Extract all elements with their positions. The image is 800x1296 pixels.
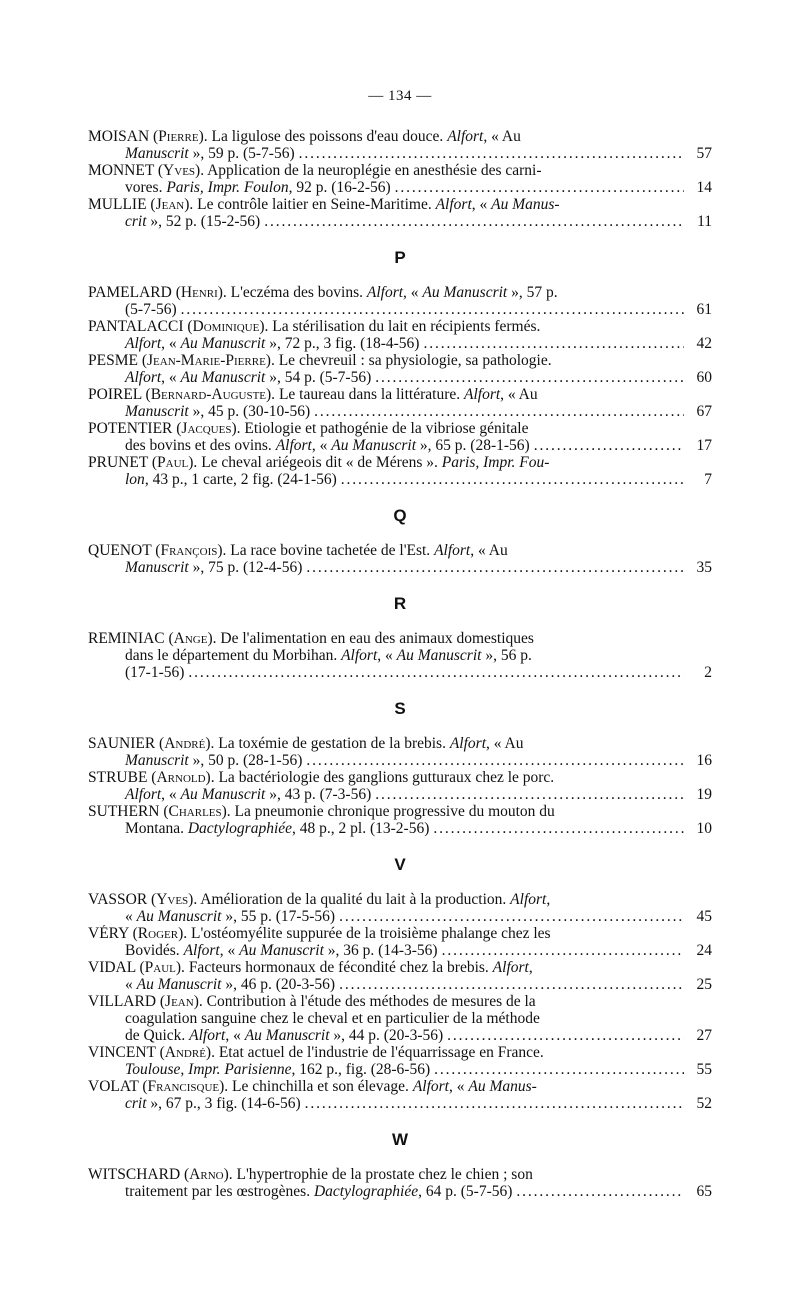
entry-line <box>88 664 712 681</box>
entry-text: Le chinchilla et son élevage. Alfort, « Au Manus- <box>232 1078 537 1095</box>
dot-leader <box>395 179 684 196</box>
entry-author: MONNET (Yves). <box>88 162 205 179</box>
dot-leader <box>375 369 684 386</box>
entry-page-ref: 17 <box>696 437 712 454</box>
entry-author: QUENOT (François). <box>88 542 227 559</box>
entry-line <box>88 437 712 454</box>
bibliography-entry <box>88 352 712 386</box>
entry-text: Amélioration de la qualité du lait à la production. Alfort, <box>200 891 551 908</box>
entry-page-ref: 65 <box>696 1183 712 1200</box>
entry-line <box>88 179 712 196</box>
entry-text: Alfort, « Au Manuscrit », 43 p. (7-3-56) <box>125 786 372 803</box>
page-number: — 134 — <box>368 88 432 104</box>
dot-leader <box>181 301 684 318</box>
entry-text: traitement par les œstrogènes. Dactylographiée, 64 p. (5-7-56) <box>125 1183 513 1200</box>
entry-text: Manuscrit », 50 p. (28-1-56) <box>125 752 303 769</box>
bibliography-list <box>88 128 712 1200</box>
entry-line <box>88 908 712 925</box>
entry-author: PESME (Jean-Marie-Pierre). <box>88 352 275 369</box>
entry-line <box>88 959 712 976</box>
entry-page-ref: 57 <box>696 145 712 162</box>
bibliography-entry <box>88 454 712 488</box>
entry-text: La toxémie de gestation de la brebis. Alfort, « Au <box>218 735 524 752</box>
entry-text: Etat actuel de l'industrie de l'équarrissage en France. <box>218 1044 544 1061</box>
bibliography-entry <box>88 735 712 769</box>
entry-page-ref: 7 <box>704 471 712 488</box>
entry-page-ref: 25 <box>696 976 712 993</box>
bibliography-entry <box>88 891 712 925</box>
entry-text: Montana. Dactylographiée, 48 p., 2 pl. (13-2-56) <box>125 820 430 837</box>
entry-line <box>88 993 712 1010</box>
dot-leader <box>339 976 684 993</box>
entry-line <box>88 471 712 488</box>
entry-page-ref: 55 <box>696 1061 712 1078</box>
section-letter: V <box>394 855 406 874</box>
bibliography-entry <box>88 542 712 576</box>
dot-leader <box>264 213 684 230</box>
entry-line <box>88 196 712 213</box>
entry-author: POIREL (Bernard-Auguste). <box>88 386 276 403</box>
entry-line <box>88 454 712 471</box>
dot-leader <box>442 942 684 959</box>
entry-author: REMINIAC (Ange). <box>88 630 217 647</box>
entry-line <box>88 803 712 820</box>
entry-author: PANTALACCI (Dominique). <box>88 318 269 335</box>
entry-line <box>88 1166 712 1183</box>
entry-text: Manuscrit », 75 p. (12-4-56) <box>125 559 303 576</box>
entry-line <box>88 128 712 145</box>
entry-text: Bovidés. Alfort, « Au Manuscrit », 36 p. (14-3-56) <box>125 942 438 959</box>
entry-line <box>88 1061 712 1078</box>
dot-leader <box>423 335 684 352</box>
entry-text: « Au Manuscrit », 55 p. (17-5-56) <box>125 908 336 925</box>
dot-leader <box>306 752 684 769</box>
entry-text: Alfort, « Au Manuscrit », 54 p. (5-7-56) <box>125 369 372 386</box>
bibliography-entry <box>88 993 712 1044</box>
bibliography-entry <box>88 1078 712 1112</box>
entry-page-ref: 35 <box>696 559 712 576</box>
entry-text: coagulation sanguine chez le cheval et en particulier de la méthode <box>125 1010 540 1027</box>
entry-author: MOISAN (Pierre). <box>88 128 208 145</box>
entry-author: VÉRY (Roger). <box>88 925 188 942</box>
entry-line <box>88 976 712 993</box>
dot-leader <box>433 820 684 837</box>
entry-line <box>88 1027 712 1044</box>
bibliography-entry <box>88 284 712 318</box>
entry-text: L'eczéma des bovins. Alfort, « Au Manuscrit », 57 p. <box>230 284 558 301</box>
entry-text: La race bovine tachetée de l'Est. Alfort, « Au <box>230 542 508 559</box>
section-letter: S <box>394 699 406 718</box>
entry-page-ref: 67 <box>696 403 712 420</box>
entry-text: vores. Paris, Impr. Foulon, 92 p. (16-2-56) <box>125 179 391 196</box>
section-letter: P <box>394 248 406 267</box>
entry-line <box>88 301 712 318</box>
bibliography-entry <box>88 769 712 803</box>
entry-line <box>88 630 712 647</box>
entry-text: Le contrôle laitier en Seine-Maritime. Alfort, « Au Manus- <box>197 196 560 213</box>
entry-author: WITSCHARD (Arno). <box>88 1166 233 1183</box>
entry-text: L'ostéomyélite suppurée de la troisième phalange chez les <box>191 925 551 942</box>
entry-text: De l'alimentation en eau des animaux domestiques <box>220 630 534 647</box>
entry-line <box>88 352 712 369</box>
entry-text: Manuscrit », 59 p. (5-7-56) <box>125 145 295 162</box>
entry-line <box>88 284 712 301</box>
entry-text: Etiologie et pathogénie de la vibriose génitale <box>244 420 529 437</box>
bibliography-entry <box>88 630 712 681</box>
bibliography-entry <box>88 420 712 454</box>
entry-line <box>88 1183 712 1200</box>
entry-page-ref: 16 <box>696 752 712 769</box>
entry-text: (17-1-56) <box>125 664 185 681</box>
entry-text: Alfort, « Au Manuscrit », 72 p., 3 fig. (18-4-56) <box>125 335 420 352</box>
dot-leader <box>339 908 684 925</box>
dot-leader <box>516 1183 684 1200</box>
entry-text: Le chevreuil : sa physiologie, sa pathologie. <box>278 352 552 369</box>
entry-line <box>88 386 712 403</box>
bibliography-entry <box>88 803 712 837</box>
bibliography-entry <box>88 925 712 959</box>
entry-line <box>88 925 712 942</box>
section-letter: W <box>391 1130 409 1149</box>
entry-text: Toulouse, Impr. Parisienne, 162 p., fig. (28-6-56) <box>125 1061 431 1078</box>
dot-leader <box>314 403 684 420</box>
entry-text: lon, 43 p., 1 carte, 2 fig. (24-1-56) <box>125 471 337 488</box>
entry-author: MULLIE (Jean). <box>88 196 194 213</box>
entry-line <box>88 213 712 230</box>
dot-leader <box>434 1061 684 1078</box>
entry-line <box>88 820 712 837</box>
entry-line <box>88 1078 712 1095</box>
bibliography-entry <box>88 1044 712 1078</box>
entry-line <box>88 1010 712 1027</box>
entry-page-ref: 45 <box>696 908 712 925</box>
entry-page-ref: 42 <box>696 335 712 352</box>
entry-line <box>88 735 712 752</box>
entry-text: des bovins et des ovins. Alfort, « Au Manuscrit », 65 p. (28-1-56) <box>125 437 530 454</box>
entry-page-ref: 11 <box>697 213 712 230</box>
dot-leader <box>534 437 684 454</box>
section-letter: Q <box>393 506 407 525</box>
entry-line <box>88 335 712 352</box>
entry-text: Facteurs hormonaux de fécondité chez la brebis. Alfort, <box>188 959 533 976</box>
entry-author: POTENTIER (Jacques). <box>88 420 241 437</box>
entry-author: VIDAL (Paul). <box>88 959 185 976</box>
entry-page-ref: 14 <box>696 179 712 196</box>
entry-text: « Au Manuscrit », 46 p. (20-3-56) <box>125 976 336 993</box>
entry-line <box>88 1095 712 1112</box>
entry-author: STRUBE (Arnold). <box>88 769 215 786</box>
entry-text: Manuscrit », 45 p. (30-10-56) <box>125 403 311 420</box>
entry-page-ref: 24 <box>696 942 712 959</box>
dot-leader <box>299 145 684 162</box>
entry-line <box>88 542 712 559</box>
entry-text: (5-7-56) <box>125 301 177 318</box>
entry-text: crit », 52 p. (15-2-56) <box>125 213 261 230</box>
entry-author: PRUNET (Paul). <box>88 454 198 471</box>
entry-text: La pneumonie chronique progressive du mouton du <box>234 803 555 820</box>
entry-page-ref: 61 <box>696 301 712 318</box>
dot-leader <box>305 1095 684 1112</box>
entry-text: crit », 67 p., 3 fig. (14-6-56) <box>125 1095 301 1112</box>
entry-text: Le cheval ariégeois dit « de Mérens ». Paris, Impr. Fou- <box>201 454 550 471</box>
entry-line <box>88 403 712 420</box>
entry-page-ref: 27 <box>696 1027 712 1044</box>
bibliography-entry <box>88 128 712 162</box>
entry-line <box>88 162 712 179</box>
entry-line <box>88 769 712 786</box>
entry-page-ref: 2 <box>704 664 712 681</box>
entry-text: La bactériologie des ganglions gutturaux chez le porc. <box>218 769 555 786</box>
bibliography-entry <box>88 959 712 993</box>
bibliography-entry <box>88 1166 712 1200</box>
entry-line <box>88 752 712 769</box>
entry-author: VASSOR (Yves). <box>88 891 198 908</box>
bibliography-entry <box>88 318 712 352</box>
entry-author: VILLARD (Jean). <box>88 993 203 1010</box>
entry-line <box>88 318 712 335</box>
entry-text: Application de la neuroplégie en anesthésie des carni- <box>207 162 542 179</box>
dot-leader <box>188 664 684 681</box>
entry-text: dans le département du Morbihan. Alfort, « Au Manuscrit », 56 p. <box>125 647 532 664</box>
entry-page-ref: 52 <box>696 1095 712 1112</box>
entry-line <box>88 559 712 576</box>
entry-author: VINCENT (André). <box>88 1044 215 1061</box>
entry-text: de Quick. Alfort, « Au Manuscrit », 44 p. (20-3-56) <box>125 1027 444 1044</box>
entry-text: Contribution à l'étude des méthodes de mesures de la <box>206 993 536 1010</box>
entry-text: La ligulose des poissons d'eau douce. Alfort, « Au <box>211 128 521 145</box>
dot-leader <box>341 471 684 488</box>
entry-line <box>88 942 712 959</box>
entry-text: Le taureau dans la littérature. Alfort, « Au <box>278 386 538 403</box>
section-letter: R <box>393 594 407 613</box>
entry-line <box>88 891 712 908</box>
entry-line <box>88 647 712 664</box>
entry-text: La stérilisation du lait en récipients fermés. <box>272 318 541 335</box>
entry-author: SUTHERN (Charles). <box>88 803 231 820</box>
entry-author: SAUNIER (André). <box>88 735 215 752</box>
dot-leader <box>447 1027 684 1044</box>
entry-line <box>88 420 712 437</box>
entry-line <box>88 786 712 803</box>
entry-text: L'hypertrophie de la prostate chez le chien ; son <box>236 1166 533 1183</box>
entry-author: VOLAT (Francisque). <box>88 1078 229 1095</box>
entry-author: PAMELARD (Henri). <box>88 284 227 301</box>
entry-line <box>88 1044 712 1061</box>
dot-leader <box>375 786 684 803</box>
entry-page-ref: 10 <box>696 820 712 837</box>
entry-page-ref: 19 <box>696 786 712 803</box>
entry-line <box>88 145 712 162</box>
entry-page-ref: 60 <box>696 369 712 386</box>
bibliography-entry <box>88 196 712 230</box>
dot-leader <box>306 559 684 576</box>
bibliography-entry <box>88 386 712 420</box>
entry-line <box>88 369 712 386</box>
bibliography-entry <box>88 162 712 196</box>
